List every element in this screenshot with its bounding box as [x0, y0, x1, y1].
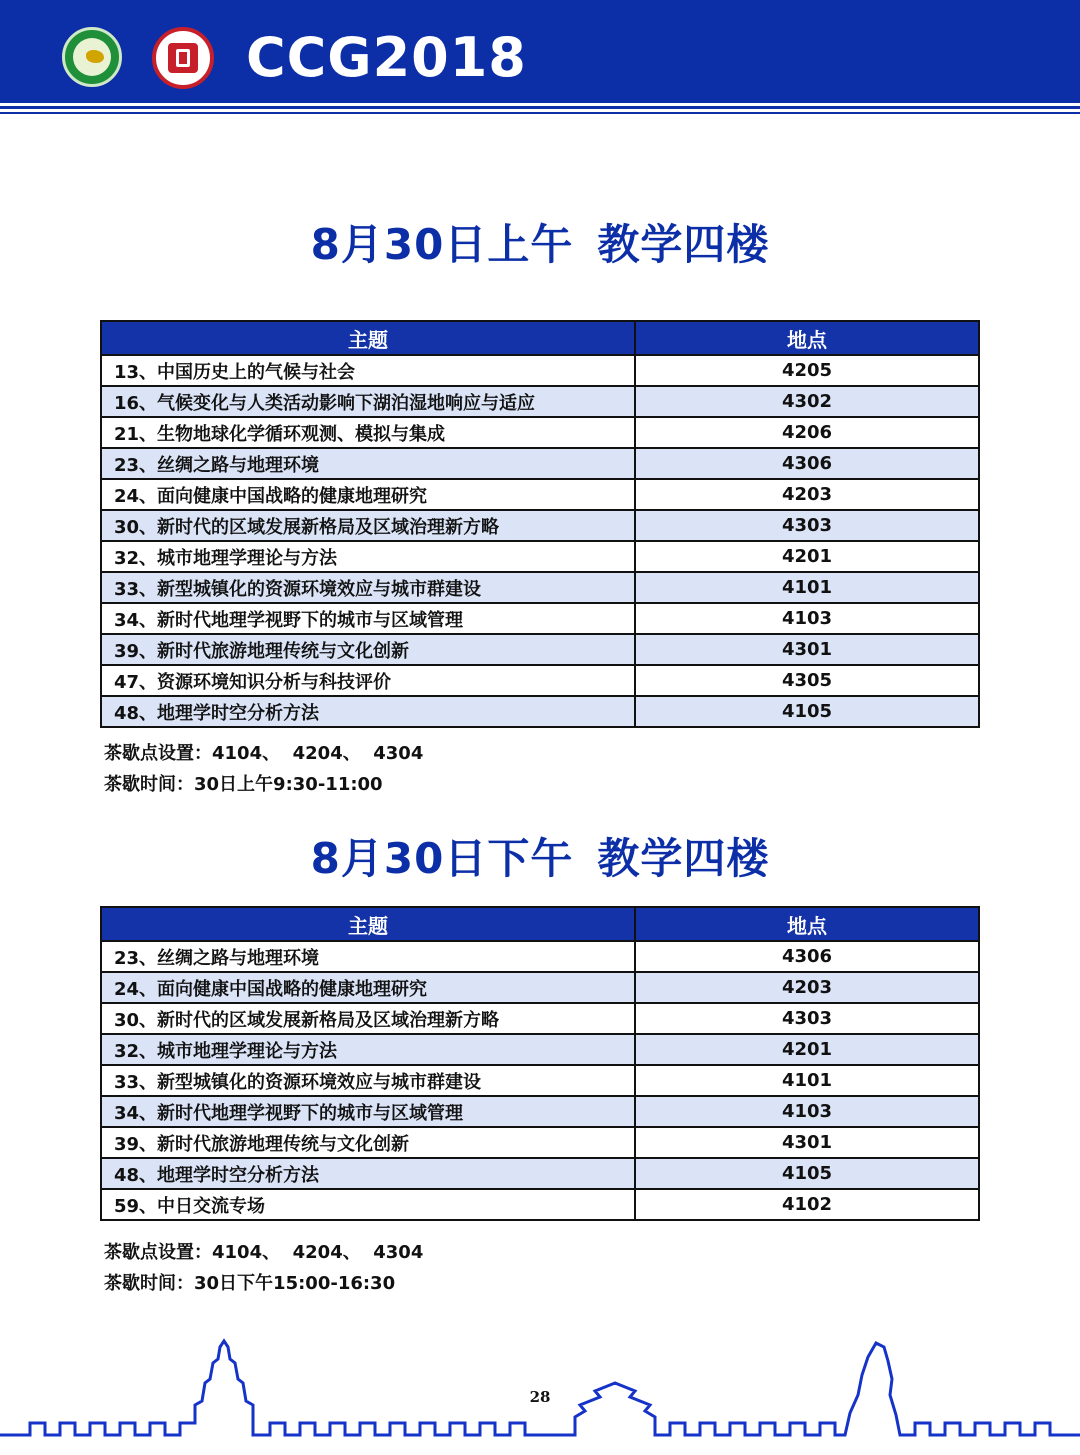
- topic-cell: 24、面向健康中国战略的健康地理研究: [101, 479, 635, 510]
- column-header-topic: 主题: [101, 907, 635, 941]
- room-cell: 4203: [635, 972, 979, 1003]
- table-row: [101, 479, 979, 510]
- room-cell: 4306: [635, 448, 979, 479]
- table-row: [101, 972, 979, 1003]
- topic-cell: 48、地理学时空分析方法: [101, 696, 635, 727]
- room-cell: 4105: [635, 696, 979, 727]
- column-header-topic: 主题: [101, 321, 635, 355]
- morning-tea-time: 茶歇时间：30日上午9:30-11:00: [104, 774, 383, 795]
- table-row: [101, 1127, 979, 1158]
- room-cell: 4102: [635, 1189, 979, 1220]
- topic-cell: 34、新时代地理学视野下的城市与区域管理: [101, 603, 635, 634]
- column-header-room: 地点: [635, 321, 979, 355]
- topic-cell: 48、地理学时空分析方法: [101, 1158, 635, 1189]
- geographical-society-logo: [62, 27, 122, 87]
- table-header-row: [101, 321, 979, 355]
- topic-cell: 21、生物地球化学循环观测、模拟与集成: [101, 417, 635, 448]
- morning-building: 教学四楼: [597, 220, 770, 269]
- table-row: [101, 448, 979, 479]
- table-row: [101, 510, 979, 541]
- topic-cell: 39、新时代旅游地理传统与文化创新: [101, 1127, 635, 1158]
- afternoon-tea-time: 茶歇时间：30日下午15:00-16:30: [104, 1273, 396, 1294]
- afternoon-tea-location: 茶歇点设置：4104、 4204、 4304: [104, 1242, 424, 1263]
- afternoon-date: 8月30日下午: [310, 834, 574, 883]
- room-cell: 4206: [635, 417, 979, 448]
- table-row: [101, 541, 979, 572]
- topic-cell: 32、城市地理学理论与方法: [101, 1034, 635, 1065]
- room-cell: 4103: [635, 603, 979, 634]
- topic-cell: 33、新型城镇化的资源环境效应与城市群建设: [101, 1065, 635, 1096]
- room-cell: 4205: [635, 355, 979, 386]
- morning-schedule-table: [100, 320, 980, 728]
- afternoon-building: 教学四楼: [597, 834, 770, 883]
- afternoon-section-title: [0, 826, 1080, 886]
- morning-date: 8月30日上午: [310, 220, 574, 269]
- room-cell: 4203: [635, 479, 979, 510]
- table-row: [101, 1003, 979, 1034]
- room-cell: 4105: [635, 1158, 979, 1189]
- column-header-room: 地点: [635, 907, 979, 941]
- room-cell: 4306: [635, 941, 979, 972]
- header-bar: [0, 0, 1080, 103]
- table-row: [101, 665, 979, 696]
- header-divider: [0, 106, 1080, 109]
- topic-cell: 13、中国历史上的气候与社会: [101, 355, 635, 386]
- page-number: 28: [529, 1388, 551, 1406]
- table-row: [101, 355, 979, 386]
- room-cell: 4303: [635, 1003, 979, 1034]
- topic-cell: 33、新型城镇化的资源环境效应与城市群建设: [101, 572, 635, 603]
- table-row: [101, 941, 979, 972]
- topic-cell: 30、新时代的区域发展新格局及区域治理新方略: [101, 510, 635, 541]
- topic-cell: 47、资源环境知识分析与科技评价: [101, 665, 635, 696]
- topic-cell: 34、新时代地理学视野下的城市与区域管理: [101, 1096, 635, 1127]
- header-divider-thin: [0, 112, 1080, 114]
- topic-cell: 32、城市地理学理论与方法: [101, 541, 635, 572]
- topic-cell: 30、新时代的区域发展新格局及区域治理新方略: [101, 1003, 635, 1034]
- topic-cell: 39、新时代旅游地理传统与文化创新: [101, 634, 635, 665]
- room-cell: 4101: [635, 572, 979, 603]
- room-cell: 4303: [635, 510, 979, 541]
- room-cell: 4101: [635, 1065, 979, 1096]
- room-cell: 4201: [635, 541, 979, 572]
- table-row: [101, 386, 979, 417]
- table-row: [101, 634, 979, 665]
- morning-section-title: [0, 212, 1080, 272]
- topic-cell: 23、丝绸之路与地理环境: [101, 941, 635, 972]
- morning-tea-location: 茶歇点设置：4104、 4204、 4304: [104, 743, 424, 764]
- room-cell: 4302: [635, 386, 979, 417]
- room-cell: 4301: [635, 634, 979, 665]
- conference-brand: CCG2018: [246, 26, 527, 89]
- table-row: [101, 603, 979, 634]
- table-row: [101, 1065, 979, 1096]
- table-row: [101, 1158, 979, 1189]
- room-cell: 4201: [635, 1034, 979, 1065]
- table-row: [101, 572, 979, 603]
- table-row: [101, 1096, 979, 1127]
- table-row: [101, 1189, 979, 1220]
- topic-cell: 16、气候变化与人类活动影响下湖泊湿地响应与适应: [101, 386, 635, 417]
- room-cell: 4305: [635, 665, 979, 696]
- university-seal-logo: [152, 27, 214, 89]
- topic-cell: 24、面向健康中国战略的健康地理研究: [101, 972, 635, 1003]
- topic-cell: 23、丝绸之路与地理环境: [101, 448, 635, 479]
- room-cell: 4103: [635, 1096, 979, 1127]
- topic-cell: 59、中日交流专场: [101, 1189, 635, 1220]
- table-row: [101, 417, 979, 448]
- room-cell: 4301: [635, 1127, 979, 1158]
- table-header-row: [101, 907, 979, 941]
- afternoon-schedule-table: [100, 906, 980, 1221]
- table-row: [101, 1034, 979, 1065]
- table-row: [101, 696, 979, 727]
